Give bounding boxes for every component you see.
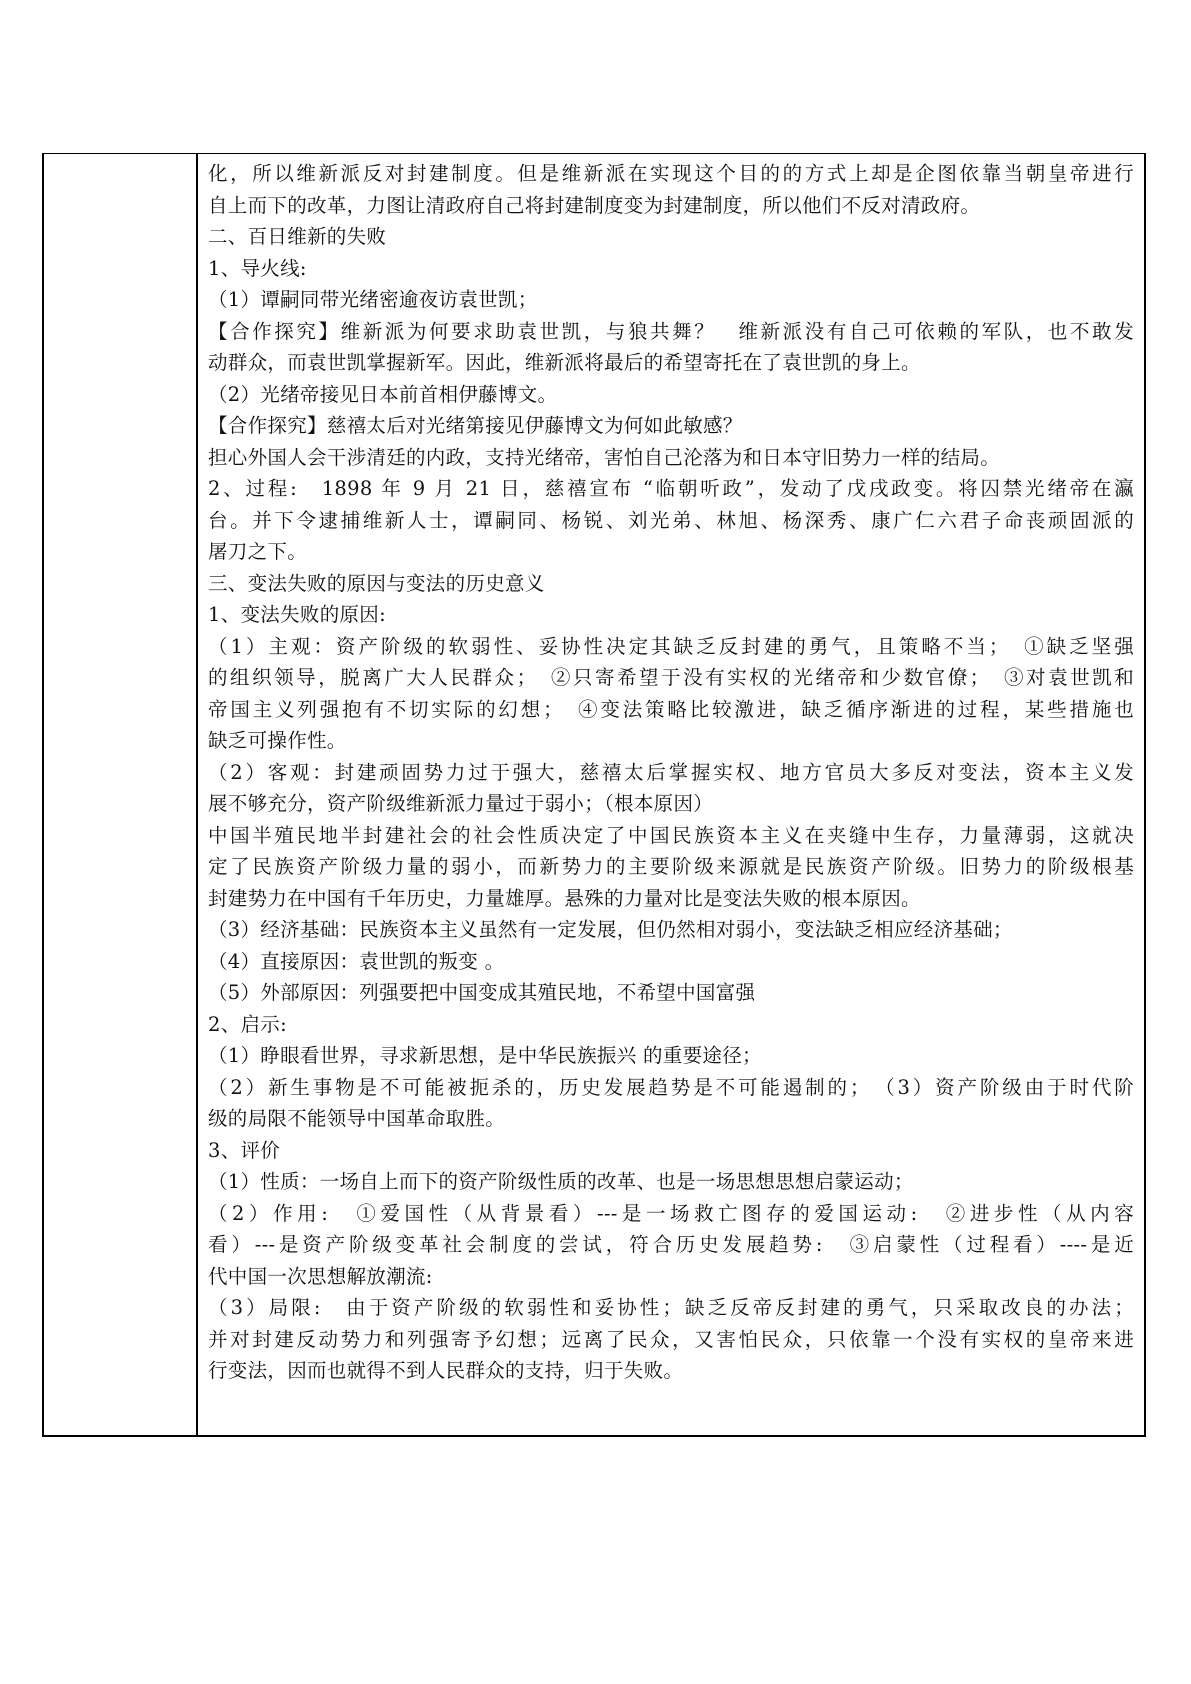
text-line: 自上而下的改革，力图让清政府自己将封建制度变为封建制度，所以他们不反对清政府。 bbox=[208, 193, 981, 217]
text-line: 行变法，因而也就得不到人民群众的支持，归于失败。 bbox=[208, 1359, 684, 1382]
text-line: （3）经济基础：民族资本主义虽然有一定发展，但仍然相对弱小，变法缺乏相应经济基础； bbox=[208, 918, 1013, 941]
text-line: 定了民族资产阶级力量的弱小，而新势力的主要阶级来源就是民族资产阶级。旧势力的阶级根基 bbox=[208, 855, 1134, 878]
text-line: 屠刀之下。 bbox=[208, 540, 308, 563]
text-line: （5）外部原因：列强要把中国变成其殖民地，不希望中国富强 bbox=[208, 981, 756, 1004]
text-line: 展不够充分，资产阶级维新派力量过于弱小；（根本原因） bbox=[208, 792, 714, 815]
text-line: 担心外国人会干涉清廷的内政，支持光绪帝，害怕自己沦落为和日本守旧势力一样的结局。 bbox=[208, 445, 1001, 469]
text-line: 1、导火线: bbox=[208, 256, 307, 280]
left-empty-cell bbox=[44, 154, 198, 1435]
text-line: （4）直接原因：袁世凯的叛变 。 bbox=[208, 949, 505, 973]
text-line: （2）作用: ①爱国性（从背景看）---是一场救亡图存的爱国运动: ②进步性（从内容 bbox=[208, 1201, 1134, 1225]
text-line: 2、过程: 1898 年 9 月 21 日，慈禧宣布 “临朝听政”，发动了戊戌政变。将囚禁光绪帝在瀛 bbox=[208, 477, 1134, 500]
text-line: （2）新生事物是不可能被扼杀的，历史发展趋势是不可能遏制的； （3）资产阶级由于时代阶 bbox=[208, 1075, 1134, 1099]
text-line: （3）局限: 由于资产阶级的软弱性和妥协性；缺乏反帝反封建的勇气，只采取改良的办法； bbox=[208, 1296, 1134, 1319]
text-line: 级的局限不能领导中国革命取胜。 bbox=[208, 1107, 506, 1130]
text-line: （1）睁眼看世界，寻求新思想，是中华民族振兴 的重要途径； bbox=[208, 1044, 762, 1067]
text-line: 台。并下令逮捕维新人士，谭嗣同、杨锐、刘光弟、林旭、杨深秀、康广仁六君子命丧顽固派的 bbox=[208, 508, 1134, 532]
text-line: （2）光绪帝接见日本前首相伊藤博文。 bbox=[208, 382, 558, 406]
content-table bbox=[42, 153, 1146, 1437]
text-cell bbox=[198, 154, 1144, 1435]
text-line: 动群众，而袁世凯掌握新军。因此，维新派将最后的希望寄托在了袁世凯的身上。 bbox=[208, 351, 921, 374]
text-line: 缺乏可操作性。 bbox=[208, 729, 347, 752]
text-line: 【合作探究】维新派为何要求助袁世凯，与狼共舞？ 维新派没有自己可依赖的军队，也不敢发 bbox=[208, 319, 1134, 343]
text-line: 化，所以维新派反对封建制度。但是维新派在实现这个目的的方式上却是企图依靠当朝皇帝进行 bbox=[208, 162, 1134, 185]
text-line: 1、变法失败的原因: bbox=[208, 603, 386, 626]
text-line: 三、变法失败的原因与变法的历史意义 bbox=[208, 571, 545, 595]
text-line: （2）客观：封建顽固势力过于强大，慈禧太后掌握实权、地方官员大多反对变法，资本主义发 bbox=[208, 760, 1134, 784]
text-line: 并对封建反动势力和列强寄予幻想；远离了民众，又害怕民众，只依靠一个没有实权的皇帝来进 bbox=[208, 1327, 1134, 1351]
text-line: 中国半殖民地半封建社会的社会性质决定了中国民族资本主义在夹缝中生存，力量薄弱，这就决 bbox=[208, 823, 1134, 847]
text-line: （1）性质：一场自上而下的资产阶级性质的改革、也是一场思想思想启蒙运动； bbox=[208, 1170, 914, 1193]
text-line: （1）谭嗣同带光绪密逾夜访袁世凯； bbox=[208, 288, 538, 311]
text-line: （1）主观：资产阶级的软弱性、妥协性决定其缺乏反封建的勇气，且策略不当； ①缺乏坚强 bbox=[208, 634, 1134, 658]
text-line: 的组织领导，脱离广大人民群众； ②只寄希望于没有实权的光绪帝和少数官僚； ③对袁世凯和 bbox=[208, 666, 1134, 689]
text-line: 【合作探究】慈禧太后对光绪第接见伊藤博文为何如此敏感？ bbox=[208, 414, 743, 437]
text-line: 二、百日维新的失败 bbox=[208, 225, 387, 248]
text-line: 封建势力在中国有千年历史，力量雄厚。悬殊的力量对比是变法失败的根本原因。 bbox=[208, 886, 921, 910]
text-line: 看）---是资产阶级变革社会制度的尝试，符合历史发展趋势: ③启蒙性（过程看）----是近 bbox=[208, 1233, 1134, 1256]
text-line: 代中国一次思想解放潮流: bbox=[208, 1264, 433, 1288]
text-line: 2、启示: bbox=[208, 1012, 287, 1036]
text-line: 3、评价 bbox=[208, 1138, 281, 1162]
text-line: 帝国主义列强抱有不切实际的幻想； ④变法策略比较激进，缺乏循序渐进的过程，某些措施也 bbox=[208, 697, 1134, 721]
